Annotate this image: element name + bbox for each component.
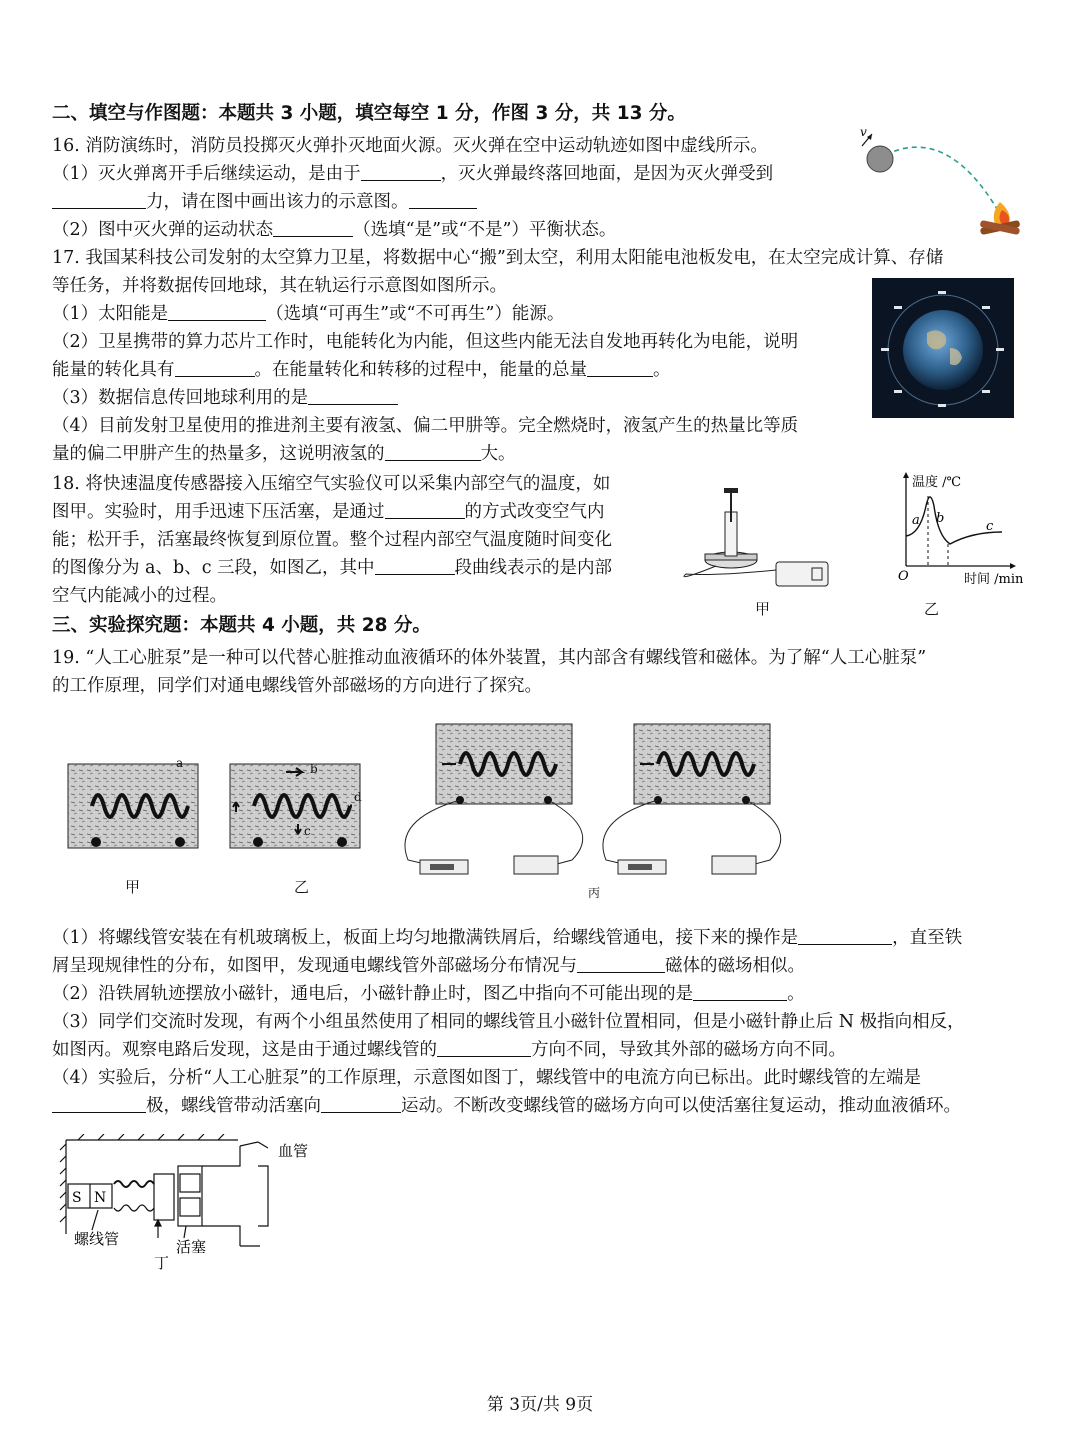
- q18-apparatus-figure: [676, 482, 836, 590]
- q19-part3: （3）同学们交流时发现，有两个小组虽然使用了相同的螺线管且小磁针位置相同，但是小磁针静止后 N 极指向相反，: [52, 1012, 965, 1032]
- q19-heart-pump-figure: [58, 1134, 358, 1274]
- q19-part2: [52, 981, 805, 1007]
- velocity-label: v: [860, 125, 867, 139]
- q17-p4c: 大。: [480, 444, 516, 464]
- needle-a-label: a: [176, 756, 184, 770]
- answer-blank[interactable]: [385, 500, 465, 519]
- answer-blank[interactable]: [308, 386, 398, 405]
- q18-fig-jia-caption: 甲: [755, 600, 771, 618]
- q17-part4-cont: [52, 441, 516, 467]
- answer-blank[interactable]: [587, 358, 653, 377]
- board-bing-left: [405, 724, 583, 874]
- answer-blank[interactable]: [693, 982, 787, 1001]
- q17-part2-cont: [52, 357, 671, 383]
- q18-fig-yi-caption: 乙: [924, 600, 940, 618]
- coil-label: 螺线管: [74, 1230, 120, 1248]
- q19-fig-yi-caption: 乙: [294, 878, 310, 896]
- board-jia: [68, 764, 198, 848]
- q19-p3c: 方向不同，导致其外部的磁场方向不同。: [531, 1040, 846, 1060]
- q16-stem: 16. 消防演练时，消防员投掷灭火弹扑灭地面火源。灭火弹在空中运动轨迹如图中虚线所示。: [52, 136, 768, 156]
- answer-blank[interactable]: [52, 1094, 146, 1113]
- answer-blank[interactable]: [437, 1038, 531, 1057]
- answer-blank[interactable]: [273, 218, 353, 237]
- segment-b-label: b: [936, 511, 945, 526]
- q16-p1b: ，灭火弹最终落回地面，是因为灭火弹受到: [440, 164, 774, 184]
- q18-l2b: 的方式改变空气内: [464, 502, 605, 522]
- earth-icon: [903, 310, 983, 390]
- q16-part2: [52, 217, 616, 243]
- segment-c-label: c: [986, 519, 994, 534]
- answer-blank[interactable]: [798, 926, 892, 945]
- q17-stem-line2: 等任务，并将数据传回地球，其在轨运行示意图如图所示。: [52, 276, 507, 296]
- q18-line1: 18. 将快速温度传感器接入压缩空气实验仪可以采集内部空气的温度，如: [52, 474, 611, 494]
- q17-part2: （2）卫星携带的算力芯片工作时，电能转化为内能，但这些内能无法自发地再转化为电能，说明: [52, 332, 799, 352]
- q18-temperature-graph: [892, 466, 1040, 590]
- needle-d-label: d: [354, 790, 362, 804]
- q16-p1a: （1）灭火弹离开手后继续运动，是由于: [52, 164, 361, 184]
- q16-p2a: （2）图中灭火弹的运动状态: [52, 220, 274, 240]
- q17-satellite-orbit-figure: [872, 278, 1014, 418]
- q19-part4: （4）实验后，分析“人工心脏泵”的工作原理，示意图如图丁，螺线管中的电流方向已标出。此时螺线管的左端是: [52, 1068, 922, 1088]
- q17-p1b: （选填“可再生”或“不可再生”）能源。: [266, 304, 565, 324]
- q19-p1b: ，直至铁: [892, 928, 963, 948]
- section3-heading: 三、实验探究题：本题共 4 小题，共 28 分。: [52, 615, 431, 636]
- q17-p2b: 能量的转化具有: [52, 360, 175, 380]
- q19-part3-cont: [52, 1037, 846, 1063]
- q19-solenoid-figures: [62, 720, 802, 910]
- q19-part1-cont: [52, 953, 805, 979]
- q19-fig-jia-caption: 甲: [125, 878, 141, 896]
- q18-l2a: 图甲。实验时，用手迅速下压活塞，是通过: [52, 502, 385, 522]
- answer-blank[interactable]: [321, 1094, 401, 1113]
- answer-blank[interactable]: [52, 190, 146, 209]
- answer-blank[interactable]: [361, 162, 441, 181]
- q19-p1c: 屑呈现规律性的分布，如图甲，发现通电螺线管外部磁场分布情况与: [52, 956, 577, 976]
- q17-p2c: 。在能量转化和转移的过程中，能量的总量: [254, 360, 587, 380]
- solenoid-coil: [114, 1181, 154, 1187]
- q19-p3b: 如图丙。观察电路后发现，这是由于通过螺线管的: [52, 1040, 437, 1060]
- section2-heading: 二、填空与作图题：本题共 3 小题，填空每空 1 分，作图 3 分，共 13 分。: [52, 103, 686, 124]
- answer-blank[interactable]: [375, 556, 455, 575]
- piston-label: 活塞: [176, 1238, 207, 1256]
- q19-part4-cont: [52, 1093, 961, 1119]
- answer-blank[interactable]: [168, 302, 266, 321]
- answer-blank[interactable]: [385, 442, 481, 461]
- y-axis-label: 温度 /℃: [912, 475, 962, 490]
- q19-part1: [52, 925, 962, 951]
- origin-label: O: [898, 569, 909, 584]
- q19-p1a: （1）将螺线管安装在有机玻璃板上，板面上均匀地撒满铁屑后，给螺线管通电，接下来的操作是: [52, 928, 799, 948]
- needle-b-label: b: [310, 762, 318, 776]
- vessel-label: 血管: [278, 1142, 309, 1160]
- q19-p4b: 极，螺线管带动活塞向: [146, 1096, 321, 1116]
- q19-p2a: （2）沿铁屑轨迹摆放小磁针，通电后，小磁针静止时，图乙中指向不可能出现的是: [52, 984, 694, 1004]
- q16-part1-cont: [52, 189, 477, 215]
- q16-p2b: （选填“是”或“不是”）平衡状态。: [353, 220, 617, 240]
- q17-p1a: （1）太阳能是: [52, 304, 169, 324]
- q19-fig-bing-caption: 丙: [588, 886, 601, 900]
- board-bing-right: [603, 724, 781, 874]
- q19-p2b: 。: [787, 984, 805, 1004]
- q18-l4a: 的图像分为 a、b、c 三段，如图乙，其中: [52, 558, 375, 578]
- q18-line2: [52, 499, 605, 525]
- magnet-n-label: N: [94, 1190, 107, 1206]
- q19-stem-line1: 19. “人工心脏泵”是一种可以代替心脏推动血液循环的体外装置，其内部含有螺线管和磁体。为了解“人工心脏泵”: [52, 648, 927, 668]
- answer-blank[interactable]: [175, 358, 255, 377]
- board-yi: [230, 764, 360, 848]
- answer-blank[interactable]: [409, 190, 477, 209]
- q17-part1: [52, 301, 564, 327]
- q16-trajectory-figure: [850, 124, 1030, 242]
- q17-p2d: 。: [653, 360, 671, 380]
- magnet-s-label: S: [72, 1190, 82, 1206]
- segment-a-label: a: [912, 513, 920, 528]
- q18-line3: 能；松开手，活塞最终恢复到原位置。整个过程内部空气温度随时间变化: [52, 530, 612, 550]
- trajectory-dashed-line: [878, 147, 1000, 214]
- page-footer: 第 3页/共 9页: [486, 1395, 594, 1415]
- fire-icon: [980, 202, 1021, 235]
- q19-stem-line2: 的工作原理，同学们对通电螺线管外部磁场的方向进行了探究。: [52, 676, 542, 696]
- needle-c-label: c: [304, 824, 311, 838]
- q18-line5: 空气内能减小的过程。: [52, 586, 227, 606]
- q18-l4b: 段曲线表示的是内部: [454, 558, 613, 578]
- q19-p1d: 磁体的磁场相似。: [665, 956, 805, 976]
- q16-p1c: 力，请在图中画出该力的示意图。: [146, 192, 409, 212]
- q18-line4: [52, 555, 612, 581]
- extinguisher-ball: [867, 146, 893, 172]
- q17-part4: （4）目前发射卫星使用的推进剂主要有液氢、偏二甲肼等。完全燃烧时，液氢产生的热量比等质: [52, 416, 799, 436]
- answer-blank[interactable]: [577, 954, 665, 973]
- q19-fig-ding-caption: 丁: [154, 1254, 170, 1272]
- q16-part1: [52, 161, 773, 187]
- q17-p3: （3）数据信息传回地球利用的是: [52, 388, 309, 408]
- q19-p4c: 运动。不断改变螺线管的磁场方向可以使活塞往复运动，推动血液循环。: [401, 1096, 961, 1116]
- x-axis-label: 时间 /min: [964, 572, 1024, 587]
- q17-stem-line1: 17. 我国某科技公司发射的太空算力卫星，将数据中心“搬”到太空，利用太阳能电池板发电，在太空完成计算、存储: [52, 248, 944, 268]
- q17-p4b: 量的偏二甲肼产生的热量多，这说明液氢的: [52, 444, 385, 464]
- q17-part3: [52, 385, 398, 411]
